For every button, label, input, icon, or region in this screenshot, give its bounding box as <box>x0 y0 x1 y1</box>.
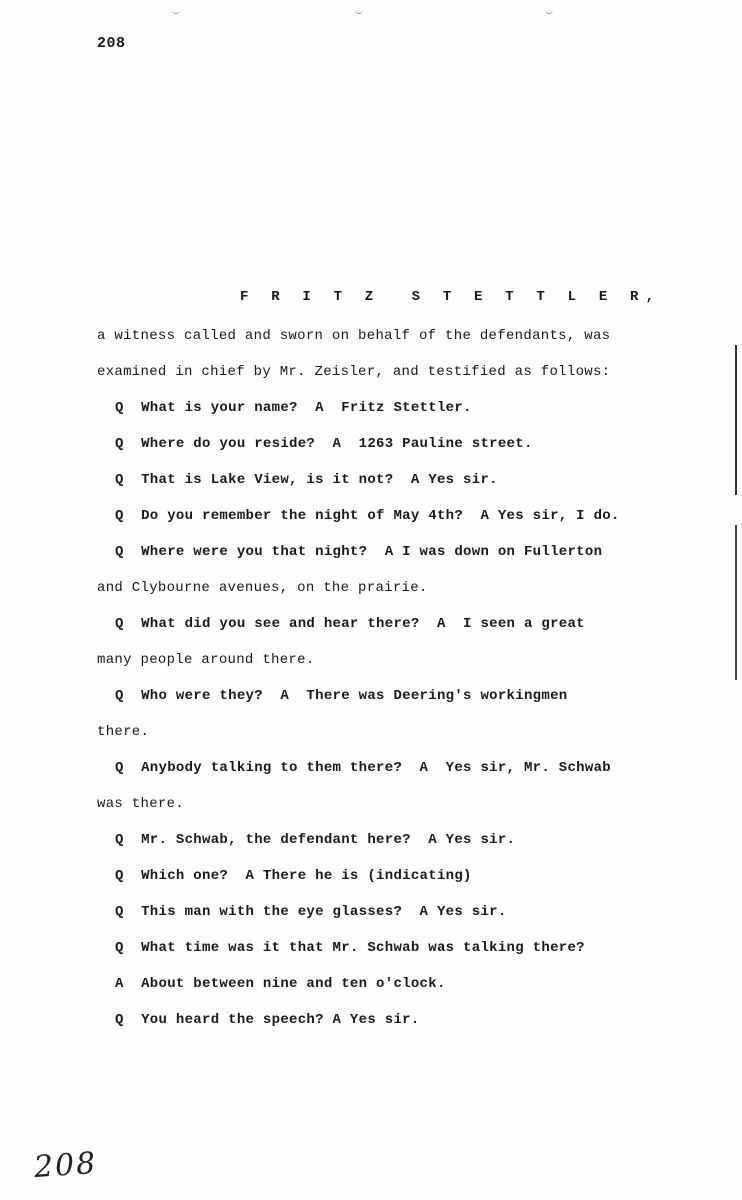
witness-heading: F R I T Z S T E T T L E R, <box>240 289 662 305</box>
testimony-line: Q What did you see and hear there? A I seen a great <box>115 616 585 632</box>
handwritten-page-number: 208 <box>32 1145 99 1186</box>
testimony-line: Q This man with the eye glasses? A Yes sir. <box>115 904 507 920</box>
scan-speck <box>172 10 180 14</box>
testimony-line: and Clybourne avenues, on the prairie. <box>97 580 428 596</box>
testimony-line: Q What time was it that Mr. Schwab was talking there? <box>115 940 585 956</box>
scan-speck <box>545 10 553 14</box>
testimony-line: many people around there. <box>97 652 315 668</box>
testimony-line: Q Mr. Schwab, the defendant here? A Yes sir. <box>115 832 516 848</box>
testimony-line: Q Which one? A There he is (indicating) <box>115 868 472 884</box>
testimony-line: Q Anybody talking to them there? A Yes sir, Mr. Schwab <box>115 760 611 776</box>
margin-mark <box>735 345 737 495</box>
testimony-line: there. <box>97 724 150 740</box>
intro-line-2: examined in chief by Mr. Zeisler, and testified as follows: <box>97 364 611 380</box>
scan-artifacts <box>170 4 570 24</box>
scan-speck <box>355 10 363 14</box>
testimony-line: Q Where do you reside? A 1263 Pauline street. <box>115 436 533 452</box>
testimony-line: Q What is your name? A Fritz Stettler. <box>115 400 472 416</box>
testimony-line: was there. <box>97 796 185 812</box>
testimony-line: Q That is Lake View, is it not? A Yes sir. <box>115 472 498 488</box>
testimony-line: A About between nine and ten o'clock. <box>115 976 446 992</box>
testimony-line: Q Who were they? A There was Deering's workingmen <box>115 688 568 704</box>
testimony-line: Q Where were you that night? A I was down on Fullerton <box>115 544 603 560</box>
page-number: 208 <box>97 35 126 52</box>
intro-line-1: a witness called and sworn on behalf of the defendants, was <box>97 328 611 344</box>
testimony-line: Q You heard the speech? A Yes sir. <box>115 1012 420 1028</box>
testimony-line: Q Do you remember the night of May 4th? A Yes sir, I do. <box>115 508 620 524</box>
margin-mark <box>735 525 737 680</box>
